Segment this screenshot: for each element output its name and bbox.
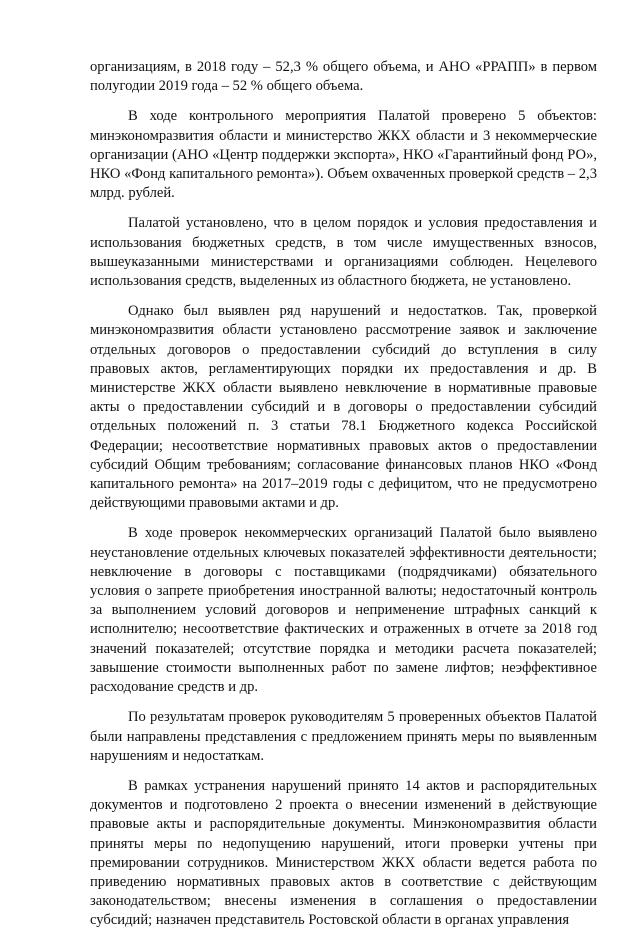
paragraph-violations-nonprofits: В ходе проверок некоммерческих организаций Палатой было выявлено неустановление отдельных ключевых показателей эффективности деятельности; невключение в договоры с поставщиками (подрядчиками) обязательного условия о запрете приобретения иностранной валюты; недостаточный контроль за выполнением условий договоров и неприменение штрафных санкций к исполнителю; несоответствие фактических и отраженных в отчете за 2018 год значений показателей; отсутствие порядка и методики расчета показателей; завышение стоимости выполненных работ по замене лифтов; неэффективное расходование средств и др. [90,525,597,696]
paragraph-remediation: В рамках устранения нарушений принято 14 актов и распорядительных документов и подготовлено 2 проекта о внесении изменений в действующие правовые акты и распорядительные документы. Минэкономразвития области приняты меры по недопущению нарушений, итоги проверки учтены при премировании сотрудников. Министерством ЖКХ области ведется работа по приведению нормативных правовых актов в соответствие с действующим законодательством; внесены изменения в соглашения о предоставлении субсидий; назначен представитель Ростовской области в органах управления [90,777,597,929]
paragraph-audit-objects: В ходе контрольного мероприятия Палатой проверено 5 объектов: минэкономразвития области и министерство ЖКХ области и 3 некоммерческие организации (АНО «Центр поддержки экспорта», НКО «Гарантийный фонд РО», НКО «Фонд капитального ремонта»). Объем охваченных проверкой средств – 2,3 млрд. рублей. [90,108,598,202]
paragraph-continuation: организациям, в 2018 году – 52,3 % общего объема, и АНО «РРАПП» в первом полугодии 2019 года – 52 % общего объема. [90,59,597,95]
paragraph-violations-ministries: Однако был выявлен ряд нарушений и недостатков. Так, проверкой минэкономразвития области установлено рассмотрение заявок и заключение отдельных договоров о предоставлении субсидий до вступления в силу правовых актов, регламентирующих порядки их предоставления и др. В министерстве ЖКХ области выявлено невключение в нормативные правовые акты о предоставлении субсидий и в договоры о предоставлении субсидий отдельных положений п. 3 статьи 78.1 Бюджетного кодекса Российской Федерации; несоответствие нормативных правовых актов о предоставлении субсидий Общим требованиям; согласование финансовых планов НКО «Фонд капитального ремонта» на 2017–2019 годы с дефицитом, что не предусмотрено действующими правовыми актами и др. [90,303,597,512]
paragraph-representations: По результатам проверок руководителям 5 проверенных объектов Палатой были направлены представления с предложением принять меры по выявленным нарушениям и недостаткам. [90,709,597,764]
paragraph-compliance: Палатой установлено, что в целом порядок и условия предоставления и использования бюджетных средств, в том числе имущественных взносов, вышеуказанными министерствами и организациями соблюден. Нецелевого использования средств, выделенных из областного бюджета, не установлено. [90,215,597,290]
